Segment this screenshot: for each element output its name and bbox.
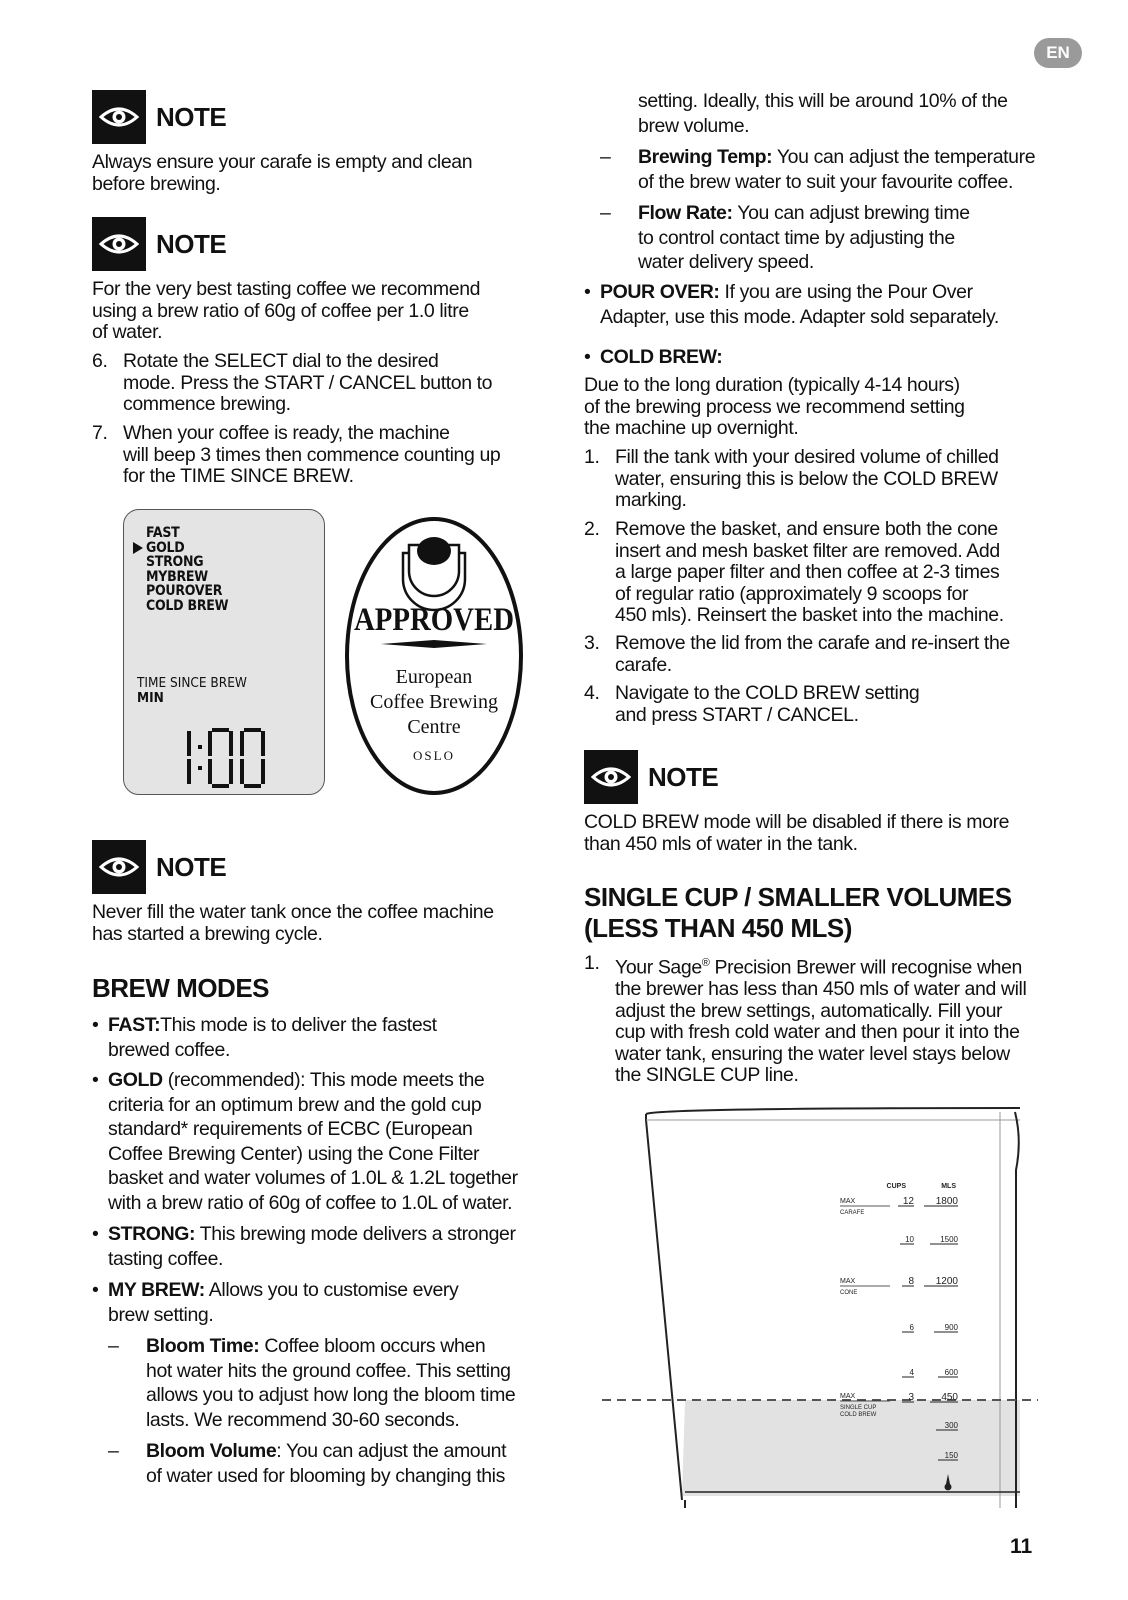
note-title: NOTE: [156, 102, 227, 132]
coffee-cup-icon: [403, 537, 465, 610]
note-text: Always ensure your carafe is empty and clean before brewing.: [92, 151, 473, 195]
svg-text:Coffee Brewing: Coffee Brewing: [370, 691, 498, 713]
svg-text:4: 4: [909, 1368, 914, 1377]
svg-text:1800: 1800: [935, 1196, 958, 1207]
scale-row-12: [840, 1196, 958, 1216]
svg-text:MAX: MAX: [840, 1393, 856, 1400]
note-text: COLD BREW mode will be disabled if there is more than 450 mls of water in the tank.: [584, 811, 1010, 855]
note-title: NOTE: [156, 229, 227, 259]
svg-text:12: 12: [902, 1196, 914, 1207]
scale-row-8: [840, 1276, 958, 1296]
time-since-brew-label: TIME SINCE BREW MIN: [137, 675, 247, 706]
note-text: Never fill the water tank once the coffee machine has started a brewing cycle.: [92, 901, 494, 945]
svg-text:150: 150: [944, 1451, 958, 1460]
water-tank-illustration: [600, 1100, 1040, 1508]
list-item: – Bloom Volume: You can adjust the amount of water used for blooming by changing this: [108, 1440, 507, 1487]
note-header: [92, 90, 292, 144]
list-item: 7. When your coffee is ready, the machine will beep 3 times then commence counting up for the TIME SINCE BREW.: [92, 422, 501, 487]
svg-text:3: 3: [908, 1392, 914, 1403]
eye-icon: [92, 90, 146, 144]
list-item: • MY BREW: Allows you to customise every brew setting.: [92, 1279, 459, 1326]
section-heading: SINGLE CUP / SMALLER VOLUMES (LESS THAN 450 MLS): [584, 882, 1012, 943]
eye-icon: [584, 750, 638, 804]
list-item: • STRONG: This brewing mode delivers a stronger tasting coffee.: [92, 1223, 516, 1270]
list-item: 2. Remove the basket, and ensure both the cone insert and mesh basket filter are removed. Add a large paper filter and then coffee at 2-3 times of regular ratio (approximately 9 scoops for 450 mls). Reinsert the basket into the machine.: [584, 518, 1004, 626]
cold-brew-intro: Due to the long duration (typically 4-14 hours) of the brewing process we recommend setting the machine up overnight.: [584, 374, 965, 439]
time-readout: [182, 728, 272, 788]
svg-text:6: 6: [909, 1323, 914, 1332]
lcd-display: [123, 509, 325, 795]
svg-text:COLD BREW: COLD BREW: [840, 1412, 877, 1418]
list-item: • POUR OVER: If you are using the Pour Over Adapter, use this mode. Adapter sold separately.: [584, 281, 999, 328]
note-header: [92, 217, 292, 271]
svg-text:European: European: [395, 666, 473, 688]
svg-text:OSLO: OSLO: [413, 748, 455, 763]
list-item: 4. Navigate to the COLD BREW setting and press START / CANCEL.: [584, 682, 920, 726]
scale-row-4: [902, 1368, 959, 1377]
list-item: – Brewing Temp: You can adjust the temperature of the brew water to suit your favourite coffee.: [600, 146, 1036, 193]
language-badge: EN: [1034, 38, 1082, 68]
svg-text:10: 10: [905, 1235, 914, 1244]
svg-text:CUPS: CUPS: [886, 1183, 906, 1190]
svg-text:MAX: MAX: [840, 1198, 856, 1205]
list-item: • COLD BREW:: [584, 346, 723, 368]
svg-text:8: 8: [908, 1276, 914, 1287]
svg-text:CONE: CONE: [840, 1290, 858, 1296]
note-title: NOTE: [648, 762, 719, 792]
page-number: 11: [1010, 1535, 1033, 1558]
list-item: • GOLD (recommended): This mode meets the criteria for an optimum brew and the gold cup standard* requirements of ECBC (European Coffee Brewing Center) using the Cone Filter basket and water volumes of 1.0L & 1.2L together with a brew ratio of 60g of coffee to 1.0L of water.: [92, 1069, 518, 1214]
svg-text:CARAFE: CARAFE: [840, 1210, 865, 1216]
note-text: For the very best tasting coffee we recommend using a brew ratio of 60g of coffee per 1.0 litre of water.: [92, 278, 481, 343]
svg-text:Centre: Centre: [407, 716, 461, 738]
eye-icon: [92, 217, 146, 271]
note-header: [584, 750, 784, 804]
svg-text:300: 300: [944, 1421, 958, 1430]
selected-arrow-icon: [133, 542, 143, 554]
eye-icon: [92, 840, 146, 894]
svg-text:1500: 1500: [940, 1235, 958, 1244]
mode-list: FAST GOLD STRONG MYBREW POUROVER COLD BREW: [146, 525, 229, 614]
svg-text:MAX: MAX: [840, 1278, 856, 1285]
list-item: 1. Your Sage® Precision Brewer will recognise when the brewer has less than 450 mls of water and will adjust the brew settings, automatically. Fill your cup with fresh cold water and then pour it into the water tank, ensuring the water level stays below the SINGLE CUP line.: [584, 952, 1027, 1086]
section-heading: BREW MODES: [92, 973, 269, 1003]
svg-text:600: 600: [944, 1368, 958, 1377]
list-item: 1. Fill the tank with your desired volume of chilled water, ensuring this is below the COLD BREW marking.: [584, 446, 999, 511]
note-header: [92, 840, 292, 894]
ecbc-approved-seal: [343, 515, 525, 797]
scale-row-10: [900, 1235, 959, 1244]
list-item: • FAST:This mode is to deliver the fastest brewed coffee.: [92, 1014, 437, 1061]
note-title: NOTE: [156, 852, 227, 882]
svg-text:MLS: MLS: [941, 1183, 956, 1190]
list-item-continued: setting. Ideally, this will be around 10% of the brew volume.: [638, 90, 1008, 137]
list-item: – Bloom Time: Coffee bloom occurs when hot water hits the ground coffee. This setting allows you to adjust how long the bloom time lasts. We recommend 30-60 seconds.: [108, 1335, 516, 1431]
svg-text:1200: 1200: [935, 1276, 958, 1287]
list-item: – Flow Rate: You can adjust brewing time to control contact time by adjusting the water delivery speed.: [600, 202, 970, 273]
list-item: 3. Remove the lid from the carafe and re-insert the carafe.: [584, 632, 1010, 676]
scale-row-6: [902, 1323, 959, 1332]
svg-text:900: 900: [944, 1323, 958, 1332]
list-item: 6. Rotate the SELECT dial to the desired mode. Press the START / CANCEL button to commence brewing.: [92, 350, 493, 415]
svg-text:SINGLE CUP: SINGLE CUP: [840, 1405, 877, 1411]
seal-approved: APPROVED: [354, 602, 514, 638]
svg-text:450: 450: [941, 1392, 958, 1403]
